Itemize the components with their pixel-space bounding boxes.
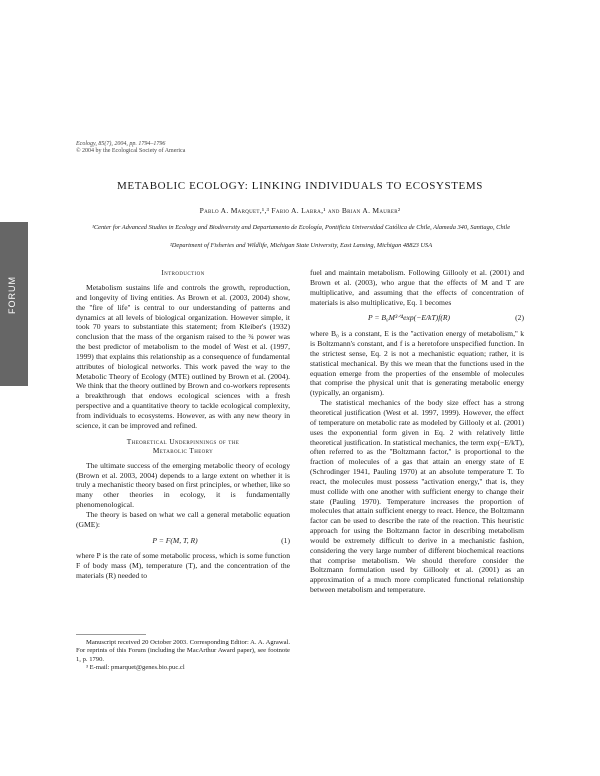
equation-expression: P = F(M, T, R) (152, 535, 198, 545)
intro-paragraph: Metabolism sustains life and controls the growth, reproduction, and longevity of living entities. As Brown et al. (2003, 2004) show, the ''fire of life'' is central to our understanding of patterns and dynamics at all levels of biological organization. However simple, it took 70 years to substantiate this statement; from Kleiber's (1932) conclusion that the mass of the organism raised to the ¾ power was the best predictor of metabolism to the model of West et al. (1997, 1999) that explains this relationship as a consequence of fundamental attributes of biological networks. This work paved the way to the Metabolic Theory of Ecology (MTE) outlined by Brown et al. (2004). We think that the theory outlined by Brown and co-workers represents a breakthrough that endows ecological sciences with a fresh perspective and a quantitative theory to tackle ecological complexity, from individuals to ecosystems. However, as with any new theory in science, it can be improved and refined. (76, 283, 290, 430)
forum-label: FORUM (7, 276, 17, 314)
author-list: Pablo A. Marquet,¹,³ Fabio A. Labra,¹ and Brian A. Maurer² (199, 206, 401, 215)
equation-number: (1) (281, 535, 290, 545)
affiliation-1: ¹Center for Advanced Studies in Ecology and Biodiversity and Departamento de Ecología, Pontificia Universidad Católica de Chile, Alameda 340, Santiago, Chile (91, 224, 511, 231)
section-heading-line: Theoretical Underpinnings of the (126, 436, 240, 446)
section-heading-theory (76, 437, 290, 455)
forum-side-tab (0, 222, 28, 386)
body-paragraph: fuel and maintain metabolism. Following Gillooly et al. (2001) and Brown et al. (2003), who argue that the effects of M and T are multiplicative, and assuming that the effects of concentration of materials is also multiplicative, Eq. 1 becomes (310, 268, 524, 307)
equation-2 (310, 313, 524, 323)
manuscript-note: Manuscript received 20 October 2003. Corresponding Editor: A. A. Agrawal. For reprints of this Forum (including the MacArthur Award paper), see footnote 1, p. 1790. (76, 639, 290, 663)
section-heading-introduction: Introduction (161, 268, 205, 277)
copyright-notice: © 2004 by the Ecological Society of America (76, 148, 186, 154)
theory-paragraph: where P is the rate of some metabolic process, which is some function F of body mass (M), temperature (T), and the concentration of the materials (R) needed to (76, 551, 290, 581)
article-title: METABOLIC ECOLOGY: LINKING INDIVIDUALS TO ECOSYSTEMS (117, 180, 483, 192)
equation-1 (76, 536, 290, 546)
affiliation-2: ²Department of Fisheries and Wildlife, Michigan State University, East Lansing, Michigan 48823 USA (169, 242, 433, 249)
body-paragraph: where B₀ is a constant, E is the ''activation energy of metabolism,'' k is Boltzmann's constant, and f is a heretofore unspecified function. In the strictest sense, Eq. 2 is not a mechanistic equation; rather, it is statistical mechanical. By this we mean that the functions used in the equation emerge from the properties of the ensemble of molecules that comprise the physical unit that is generating metabolic energy (typically, an organism). (310, 329, 524, 398)
section-heading-line: Metabolic Theory (152, 445, 214, 455)
theory-paragraph: The ultimate success of the emerging metabolic theory of ecology (Brown et al. 2003, 2004) depends to a large extent on whether it is truly a mechanistic theory based on first principles, or whether, like so many other theories in ecology, it is fundamentally phenomenological. (76, 460, 290, 510)
equation-expression: P = B₀M³ᐟ⁴exp(−E/kT)f(R) (367, 313, 451, 323)
right-column (310, 268, 524, 595)
email-note: ³ E-mail: pmarquet@genes.bio.puc.cl (86, 663, 185, 671)
equation-number: (2) (515, 313, 524, 323)
citation-header (76, 141, 185, 155)
footnotes (76, 639, 290, 672)
theory-paragraph: The theory is based on what we call a general metabolic equation (GME): (76, 509, 290, 529)
footnote-divider (76, 634, 146, 635)
body-paragraph: The statistical mechanics of the body size effect has a strong theoretical justification (West et al. 1997, 1999). However, the effect of temperature on metabolic rate as modeled by Gillooly et al. (2001) uses the exponential form given in Eq. 2 with relatively little theoretical justification. In statistical mechanics, the term exp(−E/kT), often referred to as the ''Boltzmann factor,'' is proportional to the fraction of molecules of a gas that attain an energy state of E (Schrodinger 1941, Pauling 1970) at an absolute temperature T. To react, the molecules must possess ''activation energy,'' that is, they must collide with one another with sufficient energy to change their state (Pauling 1970). Temperature increases the proportion of molecules that attain sufficient energy to react. Hence, the Boltzmann factor can be used to describe the rate of the reaction. This heuristic approach for using the Boltzmann factor in describing metabolism would be extremely difficult to derive in a mechanistic fashion, considering the very large number of different biochemical reactions that comprise metabolism. We should therefore consider the Boltzmann formulation used by Gillooly et al. (2001) as an approximation of a much more complicated functional relationship between metabolism and temperature. (310, 398, 524, 595)
journal-citation: Ecology, 85(7), 2004, pp. 1794–1796 (76, 141, 166, 147)
left-column (76, 268, 290, 581)
